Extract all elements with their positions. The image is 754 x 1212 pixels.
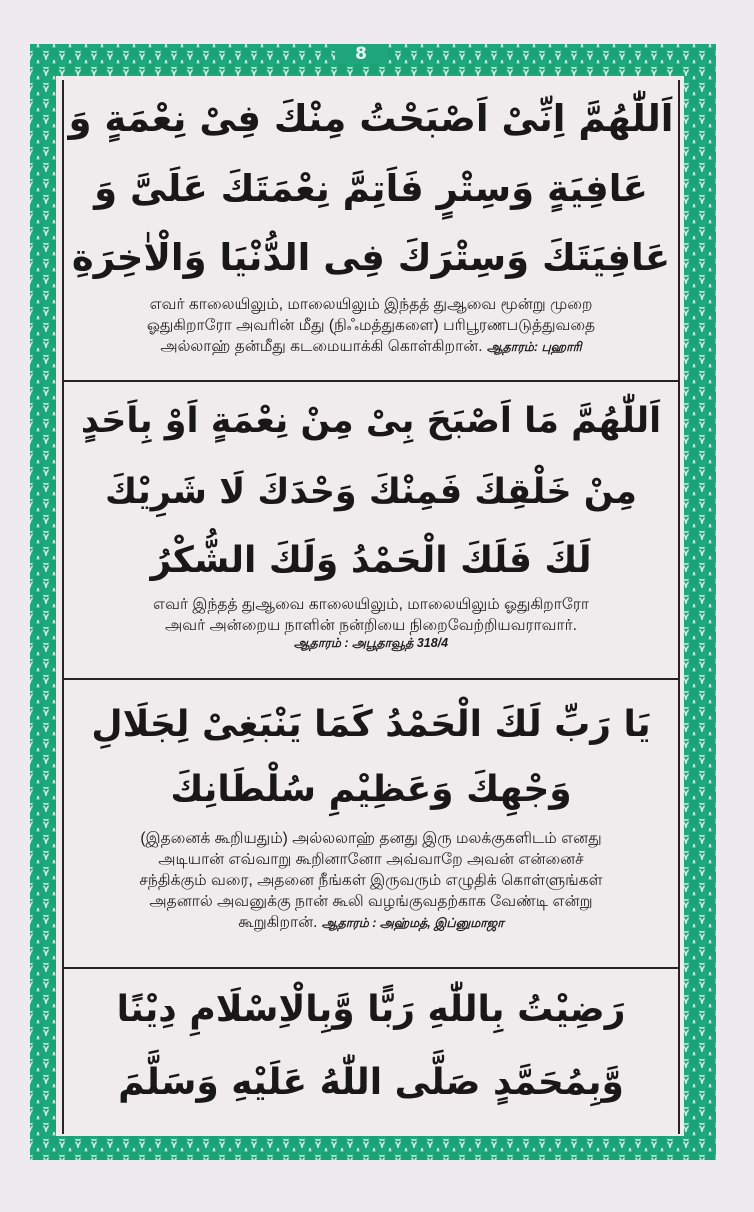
arabic-line: عَافِيَتَكَ وَسِتْرَكَ فِى الدُّنْيَا وَالْاٰخِرَةِ — [71, 236, 671, 279]
arabic-line: لَكَ فَلَكَ الْحَمْدُ وَلَكَ الشُّكْرُ — [150, 540, 592, 581]
tamil-line: ஓதுகிறாரோ அவரின் மீது (நிஃமத்துகளை) பரிபூரணபடுத்துவதை — [146, 317, 596, 334]
page-number: 8 — [355, 44, 367, 64]
section-divider — [64, 380, 678, 382]
citation: ஆதாரம்: புஹாரி — [486, 340, 582, 354]
dua-section-2 — [64, 386, 678, 676]
arabic-line: اَللّٰهُمَّ مَا اَصْبَحَ بِىْ مِنْ نِعْمَةٍ اَوْ بِاَحَدٍ — [80, 401, 662, 441]
tamil-line: அல்லாஹ் தன்மீது கடமையாக்கி கொள்கிறான். ஆதாரம்: புஹாரி — [160, 338, 582, 355]
dua-section-4 — [64, 974, 678, 1132]
arabic-line: مِنْ خَلْقِكَ فَمِنْكَ وَحْدَكَ لَا شَرِيْكَ — [105, 472, 637, 512]
citation-line — [294, 636, 448, 652]
content-box — [62, 80, 680, 1134]
tamil-line: அதனால் அவனுக்கு நான் கூலி வழங்குவதற்காக வேண்டி என்று — [149, 893, 593, 910]
tamil-translation — [76, 594, 665, 636]
arabic-line: رَضِيْتُ بِاللّٰهِ رَبًّا وَّبِالْاِسْلَامِ دِيْنًا — [116, 989, 626, 1030]
arabic-line: وَجْهِكَ وَعَظِيْمِ سُلْطَانِكَ — [170, 769, 572, 810]
arabic-line: يَا رَبِّ لَكَ الْحَمْدُ كَمَا يَنْبَغِىْ لِجَلَالِ — [91, 704, 651, 745]
arabic-line: عَافِيَةٍ وَسِتْرٍ فَاَتِمَّ نِعْمَتَكَ عَلَىَّ وَ — [94, 167, 648, 210]
dua-section-3 — [64, 692, 678, 964]
arabic-line: اَللّٰهُمَّ اِنِّىْ اَصْبَحْتُ مِنْكَ فِىْ نِعْمَةٍ وَ — [68, 97, 674, 140]
citation: ஆதாரம் : அபூதாவூத் 318/4 — [293, 636, 449, 650]
section-divider — [64, 967, 678, 969]
tamil-translation — [76, 828, 665, 934]
dua-section-1 — [64, 84, 678, 381]
tamil-line: அவர் அன்றைய நாளின் நன்றியை நிறைவேற்றியவராவார். — [165, 617, 577, 634]
section-divider — [64, 678, 678, 680]
tamil-line: அடியான் எவ்வாறு கூறினானோ அவ்வாறே அவன் என்னைச் — [158, 851, 584, 868]
tamil-translation — [76, 294, 665, 358]
tamil-line: கூறுகிறான். ஆதாரம் : அஹ்மத், இப்னுமாஜா — [238, 914, 504, 931]
tamil-line: எவர் காலையிலும், மாலையிலும் இந்தத் துஆவை மூன்று முறை — [149, 296, 593, 313]
citation: ஆதாரம் : அஹ்மத், இப்னுமாஜா — [321, 916, 504, 930]
arabic-line: وَّبِمُحَمَّدٍ صَلَّى اللّٰهُ عَلَيْهِ وَسَلَّمَ — [118, 1062, 624, 1103]
tamil-line: எவர் இந்தத் துஆவை காலையிலும், மாலையிலும் ஓதுகிறாரோ — [153, 596, 589, 613]
tamil-line: சந்திக்கும் வரை, அதனை நீங்கள் இருவரும் எழுதிக் கொள்ளுங்கள் — [139, 872, 603, 889]
tamil-line: (இதனைக் கூறியதும்) அல்லலாஹ் தனது இரு மலக்குகளிடம் எனது — [140, 830, 602, 847]
page-number-band — [335, 44, 387, 64]
